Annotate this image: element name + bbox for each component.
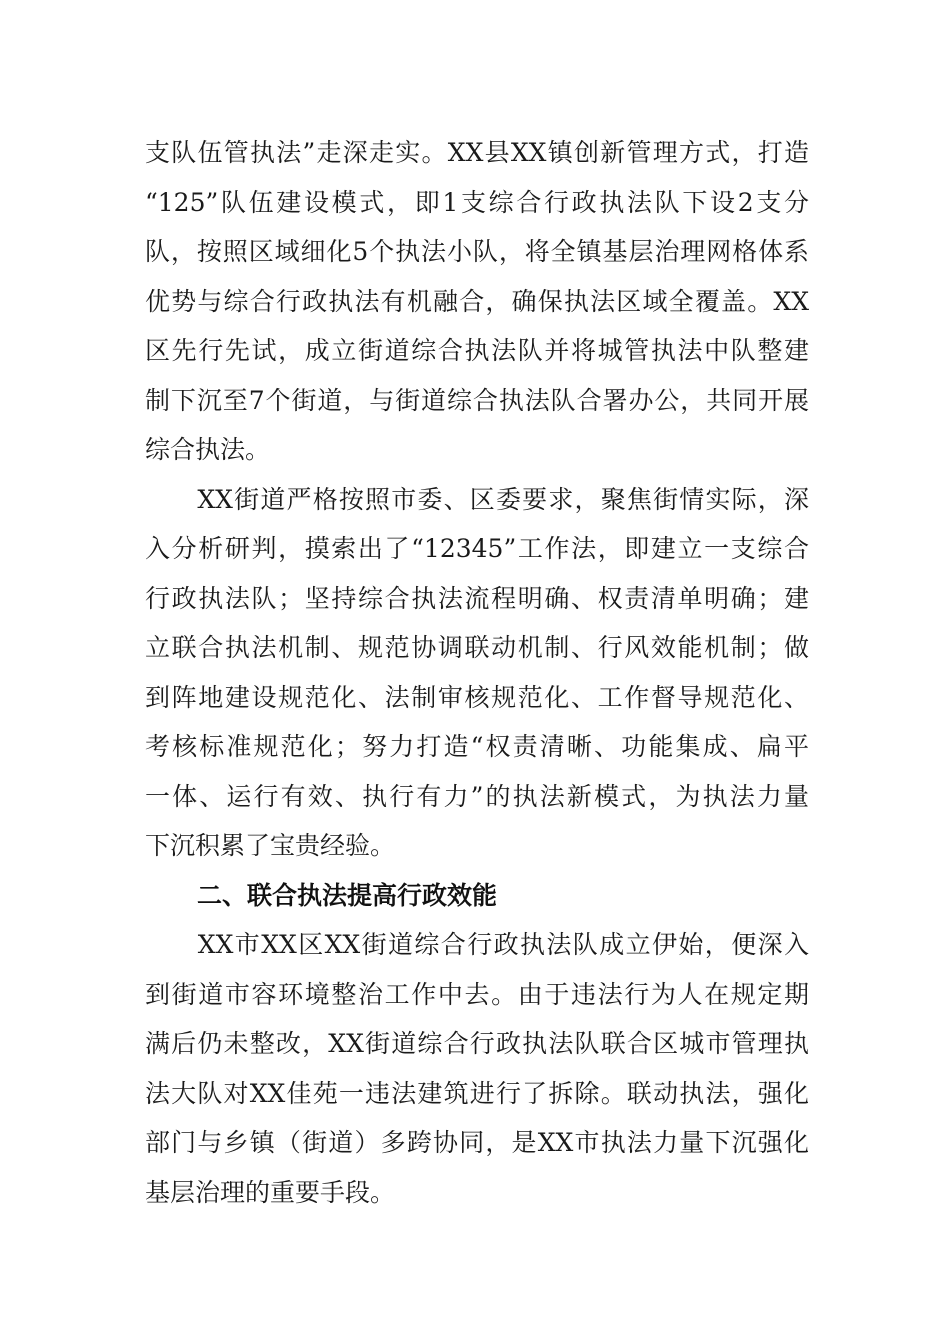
text-line: 队，按照区域细化5个执法小队，将全镇基层治理网格体系 [145,237,809,266]
paragraph-1 [145,128,809,475]
text-line: “125”队伍建设模式，即1支综合行政执法队下设2支分 [145,187,809,217]
text-line: XX街道严格按照市委、区委要求，聚焦街情实际，深 [145,484,809,514]
text-line: 制下沉至7个街道，与街道综合执法队合署办公，共同开展 [145,385,809,415]
text-line: 入分析研判，摸索出了“12345”工作法，即建立一支综合 [145,534,809,563]
text-line: 立联合执法机制、规范协调联动机制、行风效能机制；做 [145,633,809,662]
text-line: 行政执法队；坚持综合执法流程明确、权责清单明确；建 [145,583,809,613]
text-line: 下沉积累了宝贵经验。 [145,831,396,860]
text-line: 支队伍管执法”走深走实。XX县XX镇创新管理方式，打造 [145,138,809,167]
text-line: 一体、运行有效、执行有力”的执法新模式，为执法力量 [145,781,809,811]
paragraph-3 [145,920,809,1217]
paragraph-2 [145,475,809,871]
text-line: 法大队对XX佳苑一违法建筑进行了拆除。联动执法，强化 [145,1078,809,1108]
text-line: 考核标准规范化；努力打造“权责清晰、功能集成、扁平 [145,732,809,761]
document-body [145,128,809,1217]
text-line: 部门与乡镇（街道）多跨协同，是XX市执法力量下沉强化 [145,1128,809,1157]
text-line: 到街道市容环境整治工作中去。由于违法行为人在规定期 [145,979,809,1009]
text-line: 满后仍未整改，XX街道综合行政执法队联合区城市管理执 [145,1029,809,1058]
text-line: 到阵地建设规范化、法制审核规范化、工作督导规范化、 [145,682,809,712]
section-heading: 二、联合执法提高行政效能 [197,880,498,910]
text-line: 综合执法。 [145,435,271,464]
text-line: XX市XX区XX街道综合行政执法队成立伊始，便深入 [145,930,809,959]
text-line: 优势与综合行政执法有机融合，确保执法区域全覆盖。XX [145,286,809,316]
text-line: 基层治理的重要手段。 [145,1177,396,1207]
text-line: 区先行先试，成立街道综合执法队并将城管执法中队整建 [145,336,809,365]
